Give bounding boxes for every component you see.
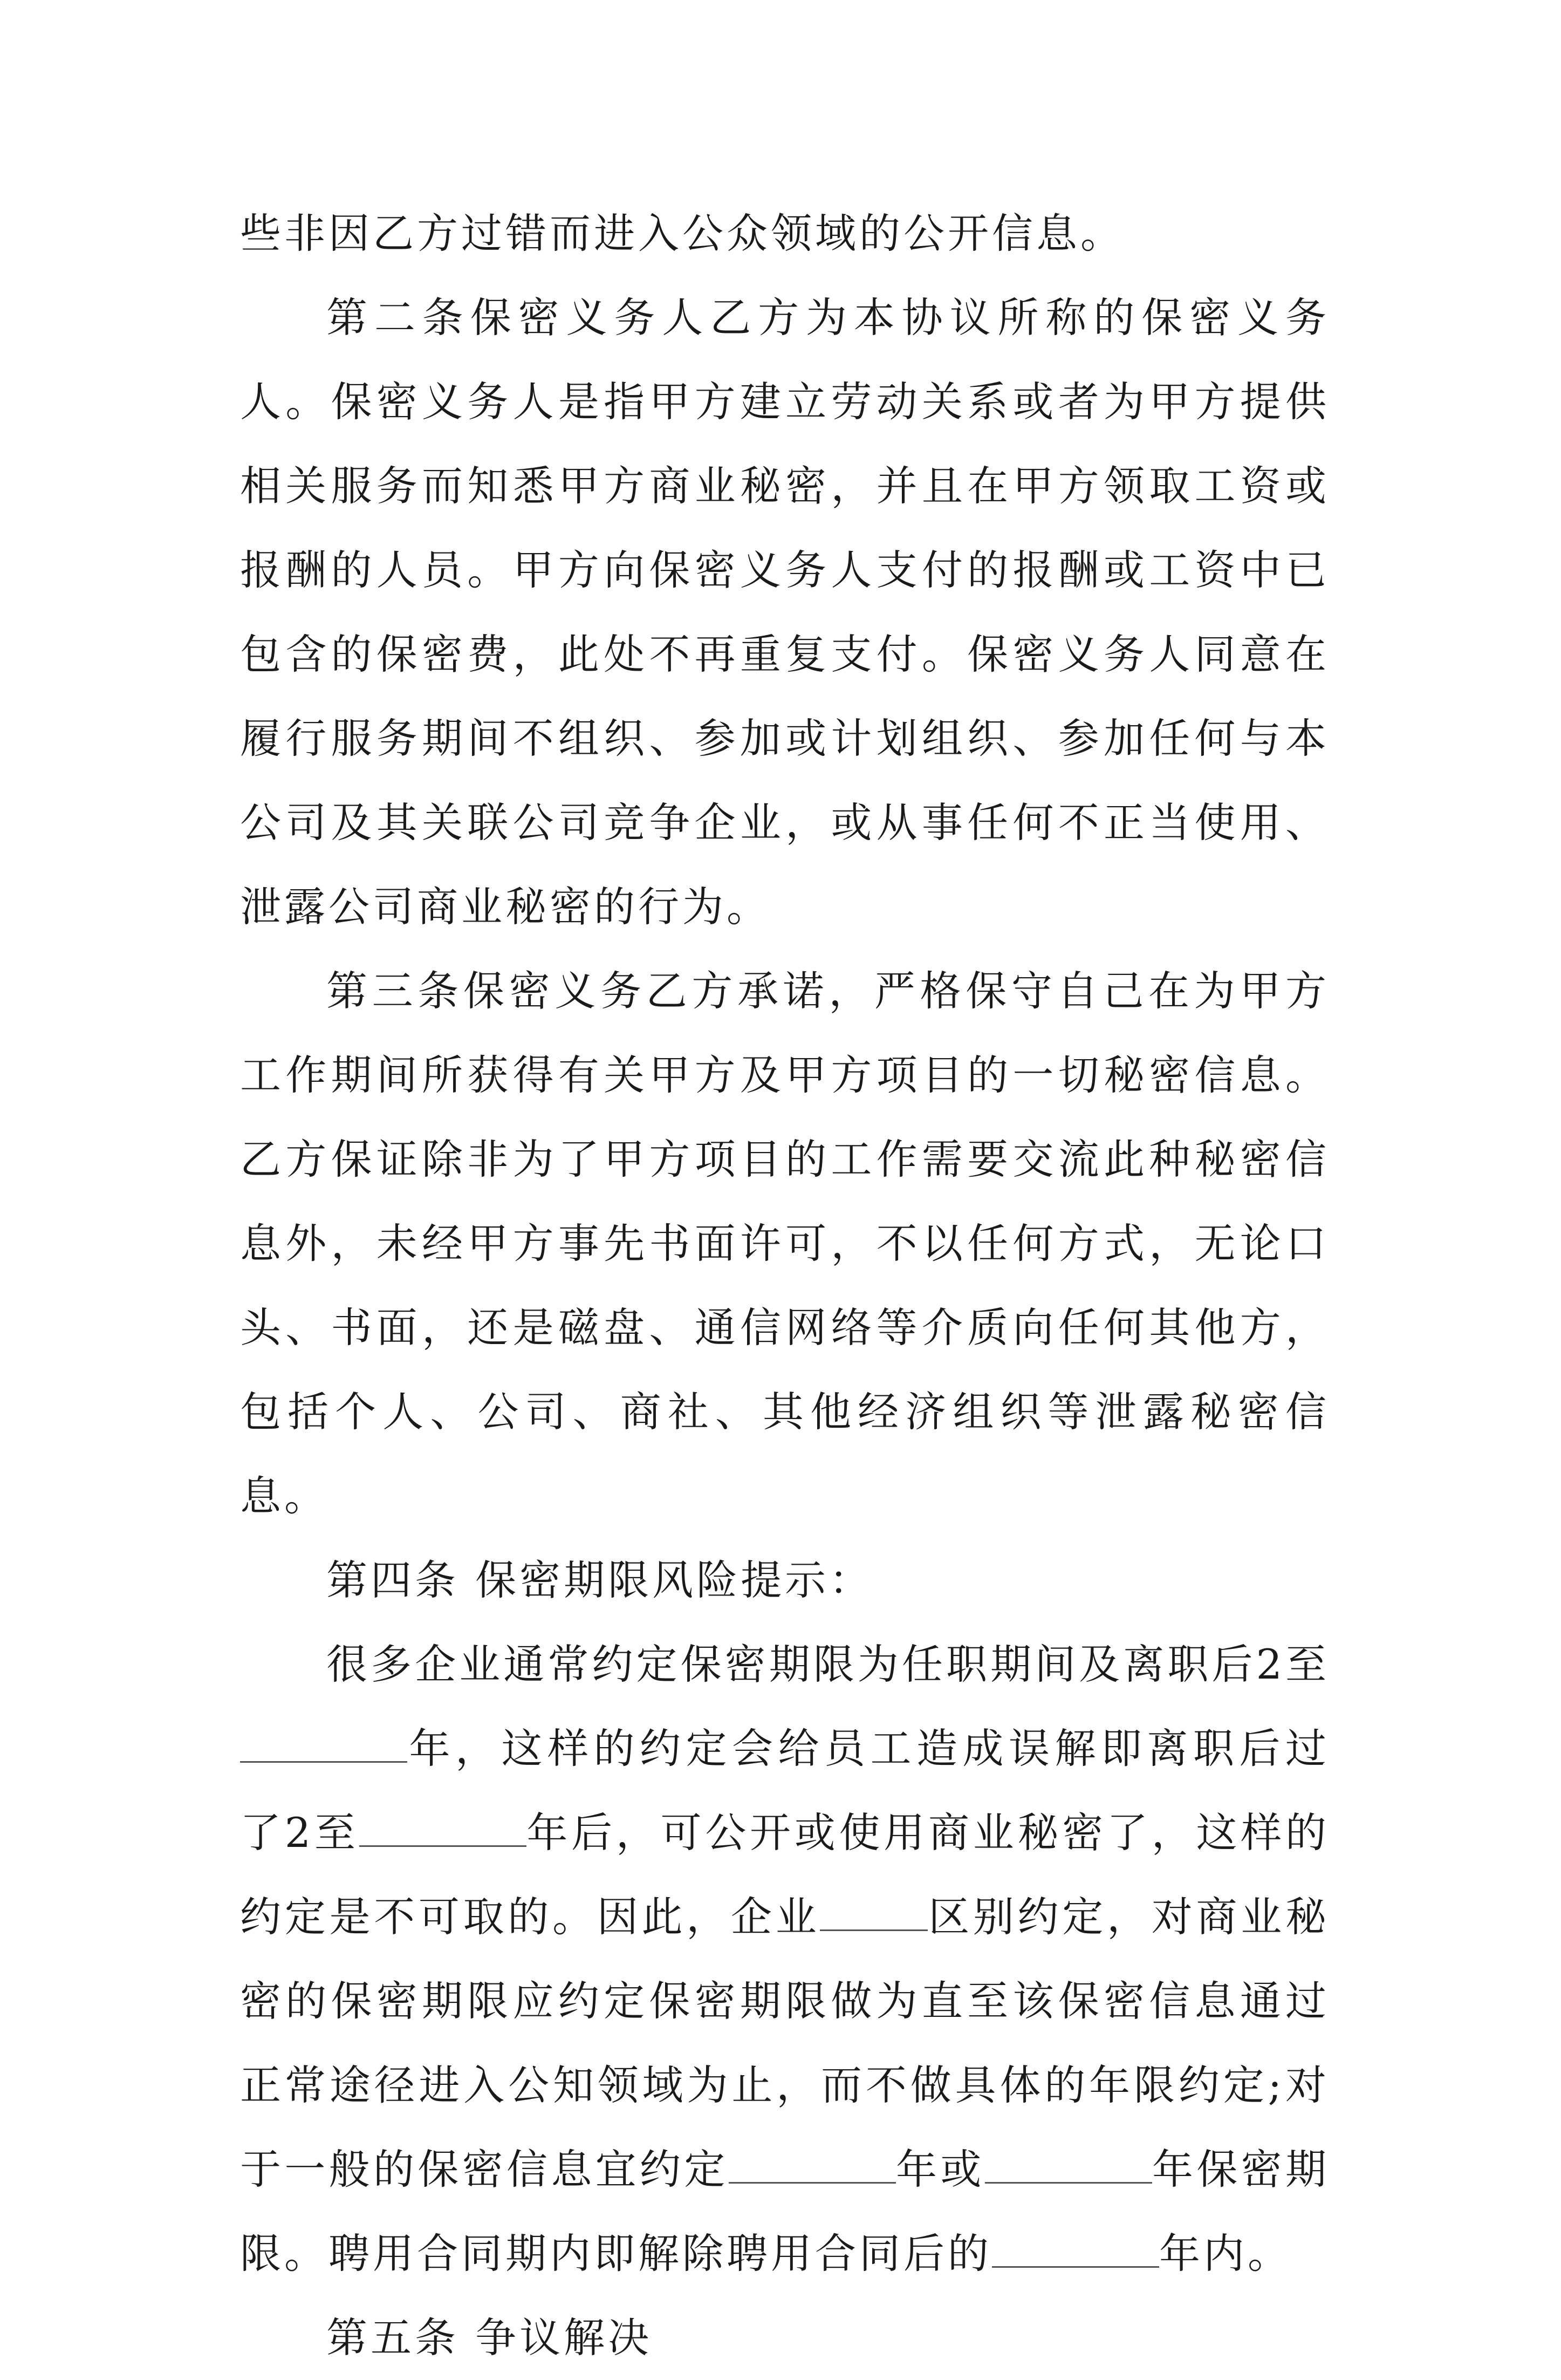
fill-in-blank: [985, 2147, 1152, 2184]
document-body: [240, 192, 1330, 2380]
text-segment: 年或: [895, 2145, 985, 2193]
article-3-paragraph: 第三条保密义务乙方承诺，严格保守自己在为甲方工作期间所获得有关甲方及甲方项目的一切秘密信息。乙方保证除非为了甲方项目的工作需要交流此种秘密信息外，未经甲方事先书面许可，不以任何方式，无论口头、书面，还是磁盘、通信网络等介质向任何其他方，包括个人、公司、商社、其他经济组织等泄露秘密信息。: [240, 967, 1330, 1520]
text-segment: 年后，可公开或使用商业秘密了，这样的约定是不可取的。因此，企业: [240, 1809, 1330, 1941]
fill-in-blank: [359, 1811, 526, 1847]
text-segment: 很多企业通常约定保密期限为任职期间及离职后2至: [326, 1640, 1330, 1688]
fill-in-blank: [820, 1895, 928, 1931]
article-4-paragraph: [240, 1622, 1330, 2296]
article-2-paragraph: 第二条保密义务人乙方为本协议所称的保密义务人。保密义务人是指甲方建立劳动关系或者为甲方提供相关服务而知悉甲方商业秘密，并且在甲方领取工资或报酬的人员。甲方向保密义务人支付的报酬或工资中已包含的保密费，此处不再重复支付。保密义务人同意在履行服务期间不组织、参加或计划组织、参加任何与本公司及其关联公司竞争企业，或从事任何不正当使用、泄露公司商业秘密的行为。: [240, 294, 1330, 931]
fill-in-blank: [729, 2147, 896, 2184]
fill-in-blank: [992, 2232, 1159, 2268]
text-segment: 年，这样的约定会给员工造成误解即离职后过了2至: [240, 1724, 1330, 1857]
text-segment: 区别约定，对商业秘密的保密期限应约定保密期限做为直至该保密信息通过正常途径进入公知领域为止，而不做具体的年限约定;对于一般的保密信息宜约定: [240, 1893, 1330, 2193]
article-4-heading: 第四条 保密期限风险提示：: [326, 1556, 874, 1604]
paragraph-continuation: 些非因乙方过错而进入公众领域的公开信息。: [240, 209, 1125, 257]
text-segment: 年内。: [1159, 2229, 1292, 2277]
text-segment: 年保密期限。聘用合同期内即解除聘用合同后的: [240, 2145, 1330, 2277]
fill-in-blank: [240, 1727, 407, 1763]
article-5-heading: 第五条 争议解决: [326, 2314, 653, 2362]
